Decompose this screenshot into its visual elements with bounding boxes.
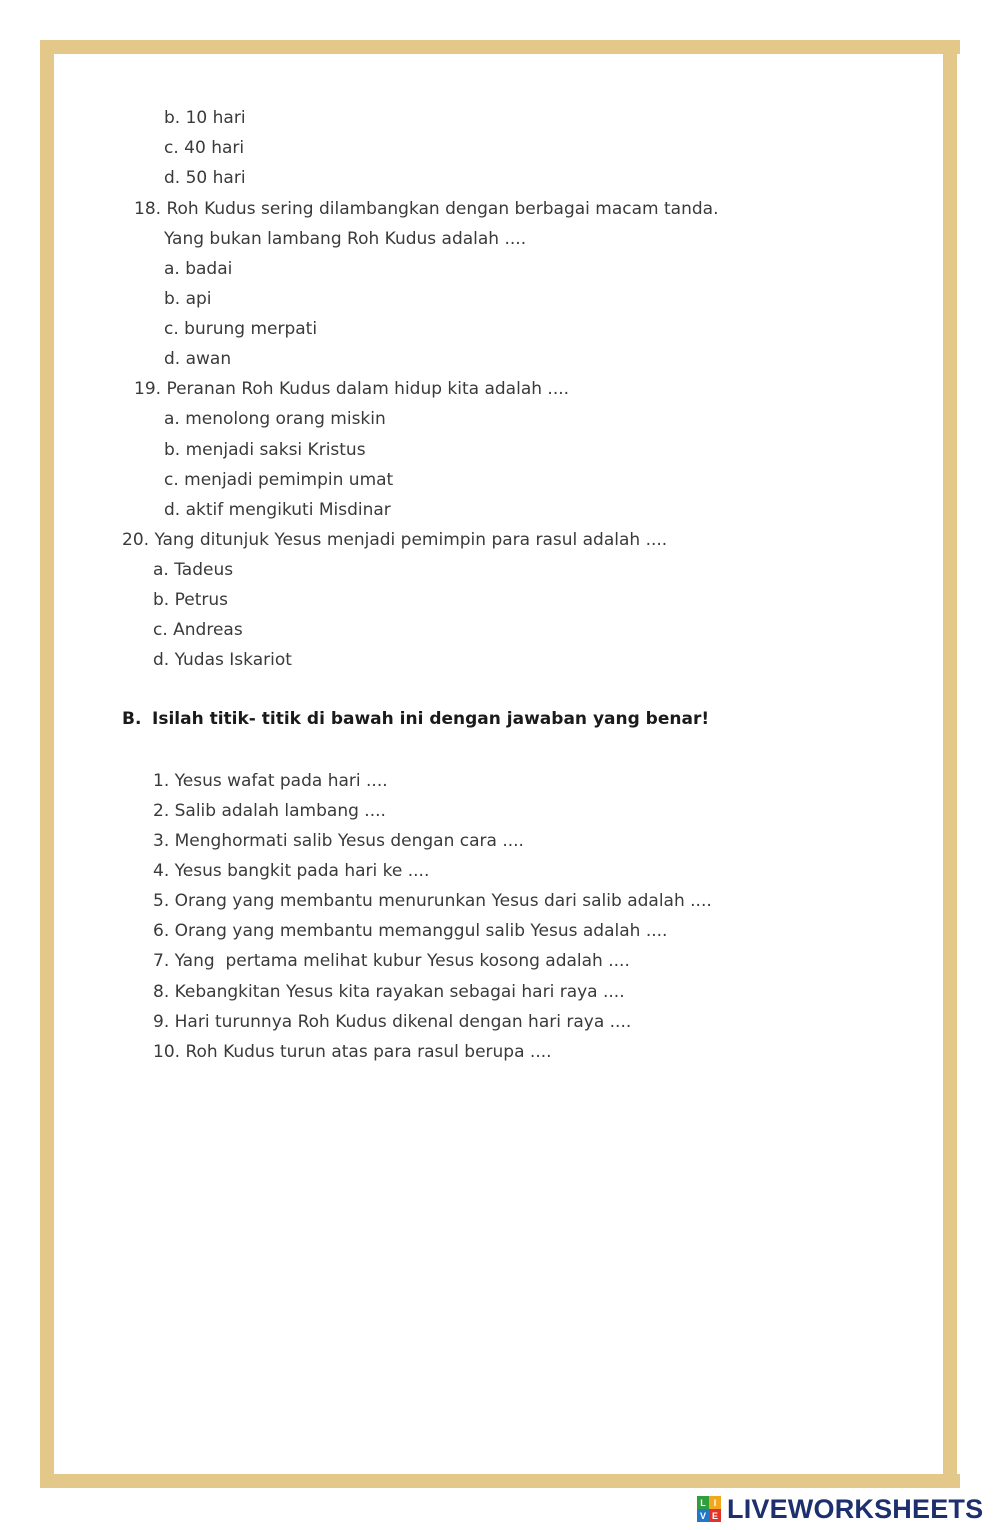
option-line: d. 50 hari	[164, 168, 246, 188]
option-line: c. burung merpati	[164, 319, 318, 339]
option-line: b. Petrus	[153, 590, 228, 610]
fill-in-item: 3. Menghormati salib Yesus dengan cara ....	[153, 831, 524, 851]
option-line: b. api	[164, 289, 212, 309]
liveworksheets-logo-text: LIVEWORKSHEETS	[727, 1493, 984, 1524]
liveworksheets-logo[interactable]	[697, 1494, 983, 1524]
section-b-heading	[122, 709, 709, 729]
section-b-title: Isilah titik- titik di bawah ini dengan jawaban yang benar!	[152, 709, 710, 729]
decorative-border-bottom	[40, 1474, 960, 1488]
option-line: d. Yudas Iskariot	[153, 650, 292, 670]
question-18-continuation: Yang bukan lambang Roh Kudus adalah ....	[164, 229, 527, 249]
fill-in-item: 4. Yesus bangkit pada hari ke ....	[153, 861, 430, 881]
option-line: a. badai	[164, 259, 233, 279]
option-line: a. menolong orang miskin	[164, 409, 386, 429]
fill-in-item: 10. Roh Kudus turun atas para rasul berupa ....	[153, 1042, 552, 1062]
decorative-border-top	[40, 40, 960, 54]
fill-in-item: 8. Kebangkitan Yesus kita rayakan sebagai hari raya ....	[153, 982, 625, 1002]
decorative-border-right	[943, 40, 957, 1488]
fill-in-item: 7. Yang pertama melihat kubur Yesus kosong adalah ....	[153, 951, 630, 971]
decorative-border-left	[40, 40, 54, 1488]
liveworksheets-logo-icon: L I V E	[697, 1496, 721, 1522]
question-18: 18. Roh Kudus sering dilambangkan dengan berbagai macam tanda.	[134, 199, 719, 219]
question-20: 20. Yang ditunjuk Yesus menjadi pemimpin para rasul adalah ....	[122, 530, 668, 550]
option-line: d. awan	[164, 349, 232, 369]
option-line: c. Andreas	[153, 620, 243, 640]
fill-in-item: 2. Salib adalah lambang ....	[153, 801, 386, 821]
fill-in-item: 5. Orang yang membantu menurunkan Yesus dari salib adalah ....	[153, 891, 712, 911]
option-line: b. menjadi saksi Kristus	[164, 440, 366, 460]
option-line: d. aktif mengikuti Misdinar	[164, 500, 391, 520]
option-line: c. menjadi pemimpin umat	[164, 470, 394, 490]
question-19: 19. Peranan Roh Kudus dalam hidup kita adalah ....	[134, 379, 570, 399]
section-b-letter: B.	[122, 709, 142, 729]
option-line: b. 10 hari	[164, 108, 246, 128]
fill-in-item: 6. Orang yang membantu memanggul salib Yesus adalah ....	[153, 921, 668, 941]
fill-in-item: 1. Yesus wafat pada hari ....	[153, 771, 388, 791]
fill-in-item: 9. Hari turunnya Roh Kudus dikenal dengan hari raya ....	[153, 1012, 632, 1032]
option-line: c. 40 hari	[164, 138, 245, 158]
option-line: a. Tadeus	[153, 560, 234, 580]
